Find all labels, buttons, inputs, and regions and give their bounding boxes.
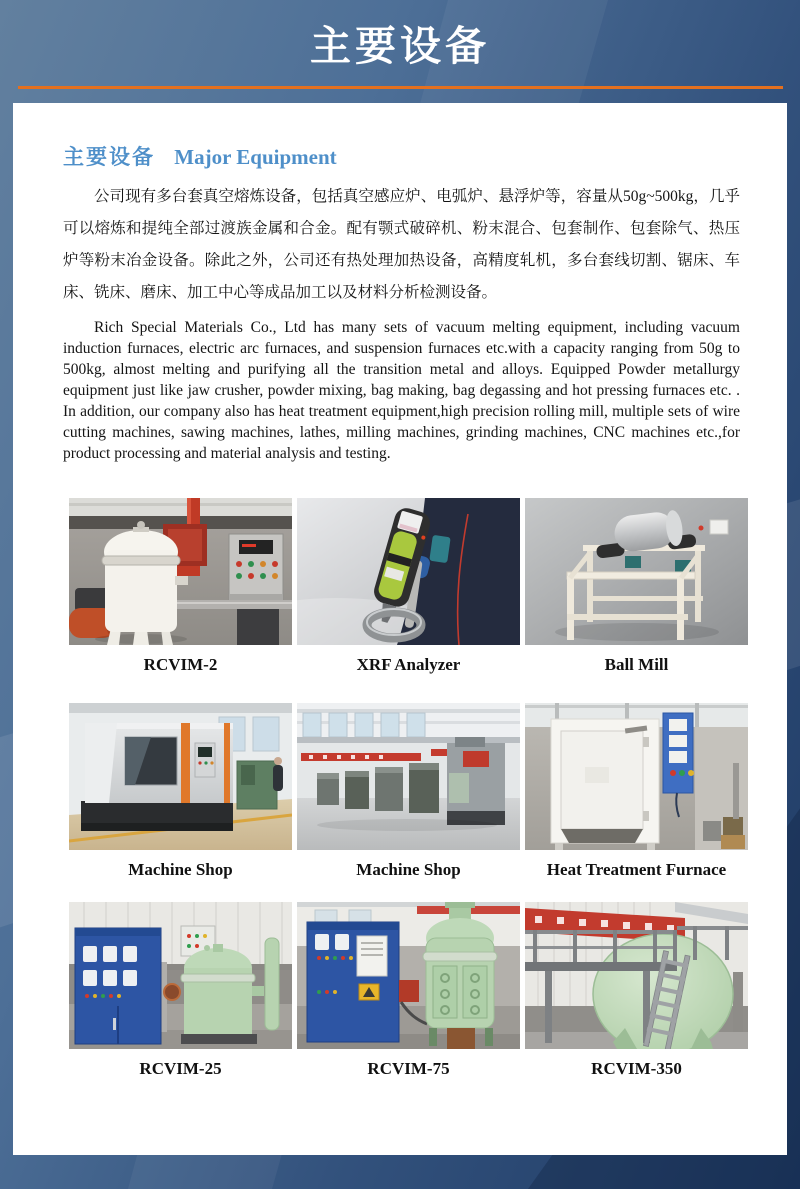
ball-mill-photo-art [525,498,748,645]
equipment-caption: Ball Mill [604,655,669,674]
section-heading [63,141,740,171]
equipment-caption: Heat Treatment Furnace [546,860,727,879]
intro-paragraph-zh: 公司现有多台套真空熔炼设备，包括真空感应炉、电弧炉、悬浮炉等，容量从50g~500kg，几乎可以熔炼和提纯全部过渡族金属和合金。配有颚式破碎机、粉末混合、包套制作、包套除气、热压炉等粉末冶金设备。除此之外，公司还有热处理加热设备，高精度轧机，多台套线切割、锯床、车床、铣床、磨床、加工中心等成品加工以及材料分析检测设备。 [63,188,740,301]
equipment-card [297,703,520,902]
equipment-grid [69,498,748,1102]
rcvim-350-photo-art [525,902,748,1049]
equipment-caption: RCVIM-2 [143,655,218,674]
heat-treatment-furnace-photo-art [525,703,748,850]
xrf-analyzer-photo-art [297,498,520,645]
equipment-card [525,498,748,703]
equipment-card [297,498,520,703]
equipment-card [69,498,292,703]
machine-shop-hall-photo [297,703,520,850]
content-sheet [13,103,787,1155]
equipment-caption: RCVIM-75 [367,1059,450,1078]
rcvim-25-photo-art [69,902,292,1049]
machine-shop-hall-photo-art [297,703,520,850]
section-heading-zh: 主要设备 [63,145,155,169]
heat-treatment-furnace-photo [525,703,748,850]
rcvim-75-photo-art [297,902,520,1049]
rcvim-2-photo [69,498,292,645]
equipment-caption: RCVIM-350 [591,1059,682,1078]
equipment-caption: Machine Shop [356,860,461,879]
equipment-card [69,703,292,902]
page-title: 主要设备 [310,23,490,69]
rcvim-75-photo [297,902,520,1049]
xrf-analyzer-photo [297,498,520,645]
machine-shop-cnc-photo-art [69,703,292,850]
rcvim-350-photo [525,902,748,1049]
section-heading-en: Major Equipment [174,145,337,169]
equipment-caption: Machine Shop [128,860,233,879]
equipment-card [525,902,748,1102]
rcvim-2-photo-art [69,498,292,645]
orange-divider [18,86,783,89]
intro-paragraph-en: Rich Special Materials Co., Ltd has many sets of vacuum melting equipment, including vacuum induction furnaces, electric arc furnaces, and suspension furnaces etc.with a capacity ranging from 50g to 500kg, almost melting and purifying all the transition metal and alloys. Equipped Powder metallurgy equipment just like jaw crusher, powder mixing, bag making, bag degassing and hot pressing furnaces etc. . In addition, our company also has heat treatment equipment,high precision rolling mill, multiple sets of wire cutting machines, sawing machines, lathes, milling machines, grinding machines, CNC machines etc.,for product processing and material analysis and testing. [63,319,740,462]
ball-mill-photo [525,498,748,645]
machine-shop-cnc-photo [69,703,292,850]
equipment-card [525,703,748,902]
equipment-card [297,902,520,1102]
rcvim-25-photo [69,902,292,1049]
equipment-caption: RCVIM-25 [139,1059,222,1078]
equipment-card [69,902,292,1102]
equipment-caption: XRF Analyzer [356,655,461,674]
